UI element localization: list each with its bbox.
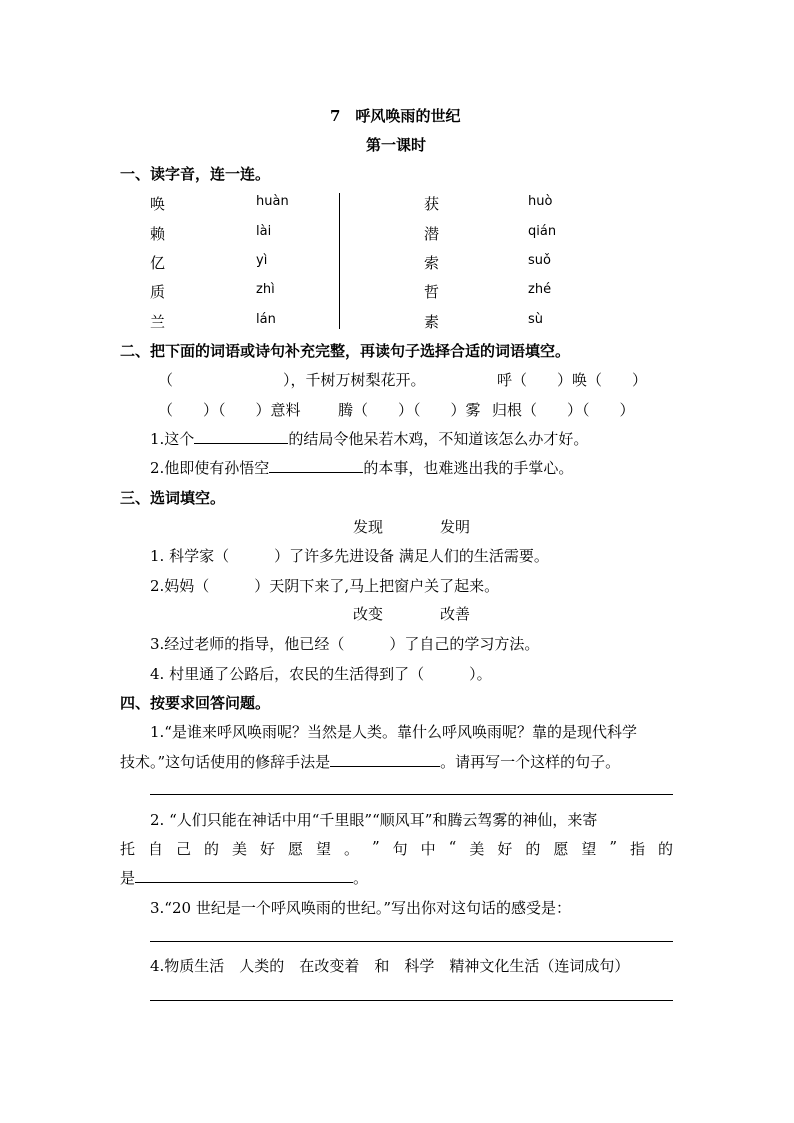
idiom-tengyun-blank[interactable]: 腾（ ）（ ）雾 [338, 401, 481, 419]
fill-blank-2[interactable] [269, 457, 363, 473]
answer-question-4: 4.物质生活 人类的 在改变着 和 科学 精神文化生活（连词成句） [150, 957, 630, 975]
justified-char: ” [372, 838, 380, 856]
rhetoric-blank[interactable] [330, 751, 440, 767]
fill-question-2 [150, 457, 573, 478]
idiom-hufeng-blank[interactable]: 呼（ ）唤（ ） [497, 371, 648, 389]
match-pinyin-right-0[interactable]: huò [528, 194, 553, 209]
justified-char: 句 [392, 840, 408, 858]
matching-divider [339, 193, 340, 329]
poem-fill-row [158, 369, 426, 390]
word-option-faxian: 发现 [353, 518, 384, 536]
justified-char: ” [609, 838, 617, 856]
justified-char: 的 [657, 840, 673, 858]
justified-char: 。 [344, 840, 360, 858]
justified-char: 好 [260, 840, 276, 858]
match-char-left-3[interactable]: 质 [150, 283, 166, 301]
justified-char: 望 [581, 840, 597, 858]
answer-question-2-text-end: 。 [353, 869, 369, 887]
match-pinyin-left-2[interactable]: yì [256, 253, 268, 268]
match-pinyin-left-0[interactable]: huàn [256, 194, 289, 209]
fill-question-1 [150, 428, 588, 449]
justified-char: 愿 [553, 840, 569, 858]
meaning-blank[interactable] [135, 867, 353, 883]
match-char-right-2[interactable]: 索 [424, 254, 440, 272]
section-4-heading: 四、按要求回答问题。 [120, 694, 271, 712]
answer-line-3[interactable] [150, 941, 673, 942]
match-pinyin-left-1[interactable]: lài [256, 224, 272, 239]
fill-question-1-text-end: 的结局令他呆若木鸡，不知道该怎么办才好。 [288, 430, 589, 448]
match-char-left-0[interactable]: 唤 [150, 195, 166, 213]
justified-char: 愿 [288, 840, 304, 858]
answer-question-1-line-1: 1.“是谁来呼风唤雨呢？当然是人类。靠什么呼风唤雨呢？靠的是现代科学 [150, 723, 637, 741]
fill-question-1-text: 1.这个 [150, 430, 195, 448]
justified-char: 中 [420, 840, 436, 858]
page-subtitle: 第一课时 [366, 136, 427, 154]
answer-line-1[interactable] [150, 794, 673, 795]
answer-question-2-line-2 [120, 838, 673, 859]
match-pinyin-right-3[interactable]: zhé [528, 282, 552, 297]
choice-question-4[interactable]: 4. 村里通了公路后，农民的生活得到了（ ）。 [150, 665, 492, 683]
idiom-yiliao-blank[interactable]: （ ）（ ）意料 [158, 401, 301, 419]
word-option-faming: 发明 [440, 518, 471, 536]
match-char-left-2[interactable]: 亿 [150, 254, 166, 272]
answer-question-2-line-3 [120, 867, 368, 888]
justified-char: 好 [497, 840, 513, 858]
match-pinyin-right-1[interactable]: qián [528, 224, 557, 239]
match-pinyin-right-4[interactable]: sù [528, 312, 544, 327]
word-option-gaishan: 改善 [440, 605, 471, 623]
fill-question-2-text: 2.他即使有孙悟空 [150, 459, 270, 477]
justified-char: 的 [204, 840, 220, 858]
fill-question-2-text-end: 的本事，也难逃出我的手掌心。 [363, 459, 574, 477]
idiom-guigen-blank[interactable]: 归根（ ）（ ） [492, 401, 635, 419]
answer-line-4[interactable] [150, 1000, 673, 1001]
justified-char: 自 [148, 840, 164, 858]
match-char-right-0[interactable]: 获 [424, 195, 440, 213]
answer-question-1-line-2 [120, 751, 620, 772]
match-char-right-3[interactable]: 哲 [424, 283, 440, 301]
match-char-right-4[interactable]: 素 [424, 313, 440, 331]
match-pinyin-right-2[interactable]: suǒ [528, 253, 551, 268]
justified-char: 的 [525, 840, 541, 858]
word-option-gaibian: 改变 [353, 605, 384, 623]
page-title: 7 呼风唤雨的世纪 [330, 107, 461, 125]
answer-question-2-text: 是 [120, 869, 136, 887]
fill-blank-1[interactable] [194, 428, 288, 444]
section-2-heading: 二、把下面的词语或诗句补充完整，再读句子选择合适的词语填空。 [120, 342, 571, 360]
choice-question-1[interactable]: 1. 科学家（ ）了许多先进设备 满足人们的生活需要。 [150, 547, 549, 565]
answer-question-1-text-end: 。请再写一个这样的句子。 [440, 753, 621, 771]
section-3-heading: 三、选词填空。 [120, 489, 226, 507]
answer-question-1-text: 技术。”这句话使用的修辞手法是 [120, 753, 331, 771]
justified-char: “ [448, 838, 457, 856]
choice-question-2[interactable]: 2.妈妈（ ）天阴下来了,马上把窗户关了起来。 [150, 577, 500, 595]
answer-question-3: 3.“20 世纪是一个呼风唤雨的世纪。”写出你对这句话的感受是： [150, 899, 572, 917]
poem-line-text: ），千树万树梨花开。 [283, 371, 426, 389]
justified-char: 指 [629, 840, 645, 858]
choice-question-3[interactable]: 3.经过老师的指导，他已经（ ）了自己的学习方法。 [150, 635, 540, 653]
justified-char: 望 [316, 840, 332, 858]
justified-char: 托 [120, 840, 136, 858]
answer-question-2-line-1: 2. “人们只能在神话中用“千里眼”“顺风耳”和腾云驾雾的神仙，来寄 [150, 811, 598, 829]
match-pinyin-left-4[interactable]: lán [256, 312, 276, 327]
match-char-right-1[interactable]: 潜 [424, 225, 440, 243]
justified-char: 己 [176, 840, 192, 858]
justified-char: 美 [232, 840, 248, 858]
poem-open-paren: （ [158, 371, 174, 389]
match-pinyin-left-3[interactable]: zhì [256, 282, 275, 297]
section-1-heading: 一、读字音，连一连。 [120, 165, 271, 183]
match-char-left-4[interactable]: 兰 [150, 313, 166, 331]
justified-char: 美 [469, 840, 485, 858]
match-char-left-1[interactable]: 赖 [150, 225, 166, 243]
